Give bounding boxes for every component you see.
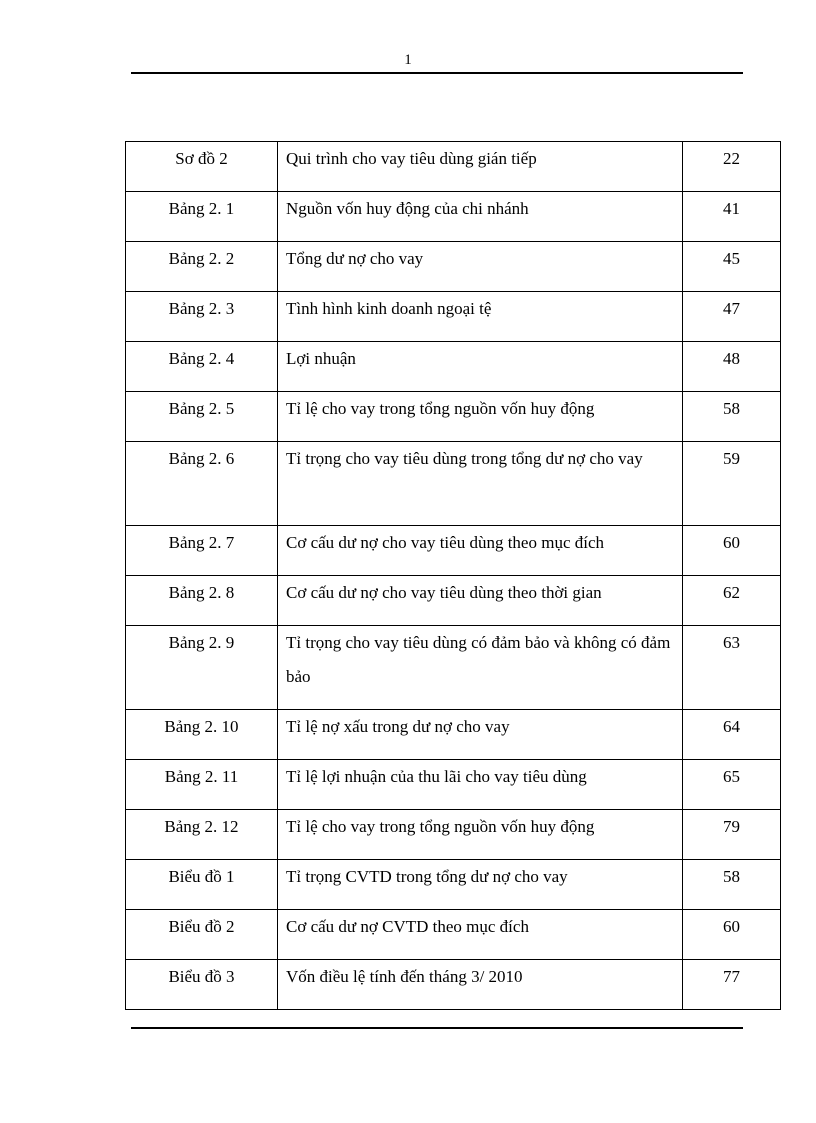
item-label: Biểu đồ 1 bbox=[126, 860, 278, 910]
table-row bbox=[126, 576, 781, 626]
item-title: Lợi nhuận bbox=[278, 342, 683, 392]
item-title: Tổng dư nợ cho vay bbox=[278, 242, 683, 292]
item-label: Bảng 2. 12 bbox=[126, 810, 278, 860]
item-label: Bảng 2. 11 bbox=[126, 760, 278, 810]
item-label: Bảng 2. 8 bbox=[126, 576, 278, 626]
footer-rule bbox=[131, 1027, 743, 1029]
item-page: 45 bbox=[683, 242, 781, 292]
item-label: Bảng 2. 10 bbox=[126, 710, 278, 760]
item-page: 60 bbox=[683, 910, 781, 960]
item-title: Tỉ trọng cho vay tiêu dùng có đảm bảo và không có đảm bảo bbox=[278, 626, 683, 710]
item-page: 48 bbox=[683, 342, 781, 392]
item-page: 58 bbox=[683, 860, 781, 910]
item-title: Tỉ lệ lợi nhuận của thu lãi cho vay tiêu dùng bbox=[278, 760, 683, 810]
table-row bbox=[126, 142, 781, 192]
item-title: Tỉ trọng CVTD trong tổng dư nợ cho vay bbox=[278, 860, 683, 910]
table-row bbox=[126, 760, 781, 810]
item-page: 79 bbox=[683, 810, 781, 860]
item-label: Bảng 2. 2 bbox=[126, 242, 278, 292]
table-row bbox=[126, 292, 781, 342]
item-label: Bảng 2. 1 bbox=[126, 192, 278, 242]
item-label: Bảng 2. 7 bbox=[126, 526, 278, 576]
page-number: 1 bbox=[404, 52, 412, 68]
table-row bbox=[126, 960, 781, 1010]
table-row bbox=[126, 442, 781, 526]
table-row bbox=[126, 526, 781, 576]
item-page: 60 bbox=[683, 526, 781, 576]
table-row bbox=[126, 192, 781, 242]
item-title: Cơ cấu dư nợ cho vay tiêu dùng theo thời gian bbox=[278, 576, 683, 626]
item-title: Qui trình cho vay tiêu dùng gián tiếp bbox=[278, 142, 683, 192]
item-title: Tỉ lệ cho vay trong tổng nguồn vốn huy động bbox=[278, 810, 683, 860]
list-of-tables-and-figures bbox=[125, 141, 781, 1010]
item-label: Bảng 2. 4 bbox=[126, 342, 278, 392]
item-label: Bảng 2. 5 bbox=[126, 392, 278, 442]
item-page: 77 bbox=[683, 960, 781, 1010]
item-title: Tỉ lệ cho vay trong tổng nguồn vốn huy động bbox=[278, 392, 683, 442]
item-title: Vốn điều lệ tính đến tháng 3/ 2010 bbox=[278, 960, 683, 1010]
item-page: 41 bbox=[683, 192, 781, 242]
item-label: Sơ đồ 2 bbox=[126, 142, 278, 192]
table-row bbox=[126, 392, 781, 442]
item-page: 22 bbox=[683, 142, 781, 192]
item-label: Biểu đồ 2 bbox=[126, 910, 278, 960]
item-label: Bảng 2. 6 bbox=[126, 442, 278, 526]
table-row bbox=[126, 710, 781, 760]
item-label: Bảng 2. 9 bbox=[126, 626, 278, 710]
table-row bbox=[126, 810, 781, 860]
table-row bbox=[126, 242, 781, 292]
item-page: 58 bbox=[683, 392, 781, 442]
item-title: Cơ cấu dư nợ cho vay tiêu dùng theo mục đích bbox=[278, 526, 683, 576]
item-title: Tỉ lệ nợ xấu trong dư nợ cho vay bbox=[278, 710, 683, 760]
item-label: Bảng 2. 3 bbox=[126, 292, 278, 342]
item-page: 47 bbox=[683, 292, 781, 342]
item-page: 62 bbox=[683, 576, 781, 626]
item-title: Nguồn vốn huy động của chi nhánh bbox=[278, 192, 683, 242]
header-rule bbox=[131, 72, 743, 74]
item-label: Biểu đồ 3 bbox=[126, 960, 278, 1010]
item-page: 65 bbox=[683, 760, 781, 810]
table-row bbox=[126, 626, 781, 710]
item-title: Cơ cấu dư nợ CVTD theo mục đích bbox=[278, 910, 683, 960]
item-title: Tỉ trọng cho vay tiêu dùng trong tổng dư nợ cho vay bbox=[278, 442, 683, 526]
item-page: 64 bbox=[683, 710, 781, 760]
table-row bbox=[126, 342, 781, 392]
item-page: 59 bbox=[683, 442, 781, 526]
item-title: Tình hình kinh doanh ngoại tệ bbox=[278, 292, 683, 342]
item-page: 63 bbox=[683, 626, 781, 710]
table-row bbox=[126, 860, 781, 910]
table-row bbox=[126, 910, 781, 960]
